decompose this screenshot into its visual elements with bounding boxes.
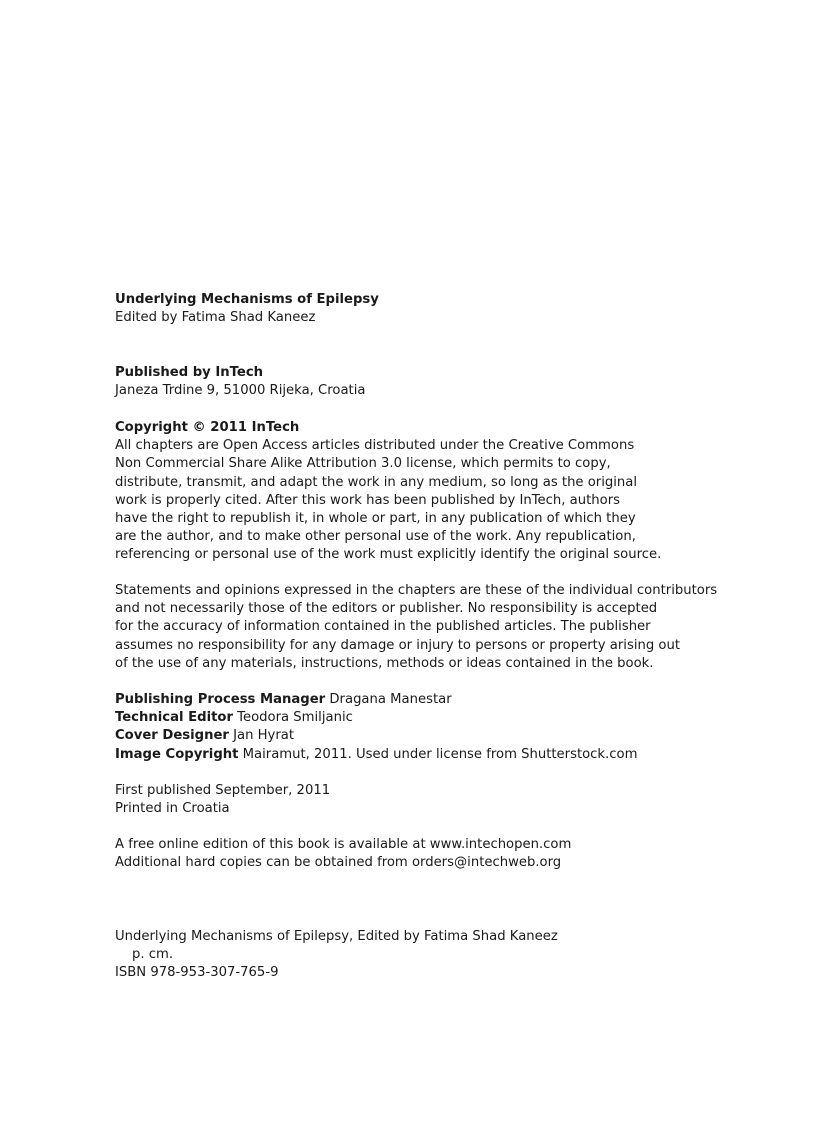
publisher-address: Janeza Trdine 9, 51000 Rijeka, Croatia — [115, 383, 366, 399]
credit-role: Technical Editor — [115, 710, 233, 726]
copyright-line: distribute, transmit, and adapt the work in any medium, so long as the original — [115, 474, 638, 490]
credit-name: Mairamut, 2011. Used under license from Shutterstock.com — [242, 746, 638, 762]
credit-line — [115, 709, 637, 727]
online-edition: A free online edition of this book is available at www.intechopen.com — [115, 837, 572, 852]
cip-citation: Underlying Mechanisms of Epilepsy, Edited by Fatima Shad Kaneez — [115, 929, 558, 944]
credit-role: Image Copyright — [115, 746, 239, 762]
publisher-heading: Published by InTech — [115, 365, 264, 380]
credit-name: Teodora Smiljanic — [237, 710, 353, 726]
copyright-line: are the author, and to make other personal use of the work. Any republication, — [115, 529, 636, 545]
disclaimer-line: and not necessarily those of the editors or publisher. No responsibility is accepted — [115, 601, 658, 617]
credit-name: Jan Hyrat — [233, 728, 295, 744]
cip-extent: p. cm. — [132, 947, 174, 963]
disclaimer-line: of the use of any materials, instructions, methods or ideas contained in the book. — [115, 655, 654, 671]
credit-name: Dragana Manestar — [329, 692, 452, 707]
publisher-block — [115, 364, 365, 400]
title-block — [115, 291, 379, 327]
copyright-line: work is properly cited. After this work has been published by InTech, authors — [115, 492, 620, 508]
first-published: First published September, 2011 — [115, 783, 331, 798]
credit-line — [115, 746, 637, 764]
hard-copies: Additional hard copies can be obtained from orders@intechweb.org — [115, 855, 562, 871]
disclaimer-block — [115, 582, 717, 673]
copyright-heading: Copyright © 2011 InTech — [115, 420, 300, 435]
copyright-line: have the right to republish it, in whole or part, in any publication of which they — [115, 511, 636, 527]
credits-block — [115, 691, 637, 764]
cataloging-block — [115, 928, 558, 983]
credit-line — [115, 727, 637, 745]
printing-block — [115, 782, 330, 818]
copyright-line: Non Commercial Share Alike Attribution 3.0 license, which permits to copy, — [115, 456, 611, 472]
cip-isbn: ISBN 978-953-307-765-9 — [115, 965, 279, 981]
disclaimer-line: assumes no responsibility for any damage or injury to persons or property arising out — [115, 637, 681, 653]
copyright-line: referencing or personal use of the work must explicitly identify the original source. — [115, 547, 662, 563]
credit-role: Publishing Process Manager — [115, 692, 326, 707]
disclaimer-line: for the accuracy of information contained in the published articles. The publisher — [115, 619, 651, 635]
disclaimer-line: Statements and opinions expressed in the chapters are these of the individual contributors — [115, 583, 718, 598]
printed-in: Printed in Croatia — [115, 801, 230, 817]
book-title: Underlying Mechanisms of Epilepsy — [115, 292, 379, 307]
availability-block — [115, 836, 571, 872]
copyright-block — [115, 419, 661, 565]
copyright-line: All chapters are Open Access articles distributed under the Creative Commons — [115, 438, 635, 454]
book-editor: Edited by Fatima Shad Kaneez — [115, 310, 316, 326]
credit-line — [115, 691, 637, 709]
credit-role: Cover Designer — [115, 728, 229, 744]
